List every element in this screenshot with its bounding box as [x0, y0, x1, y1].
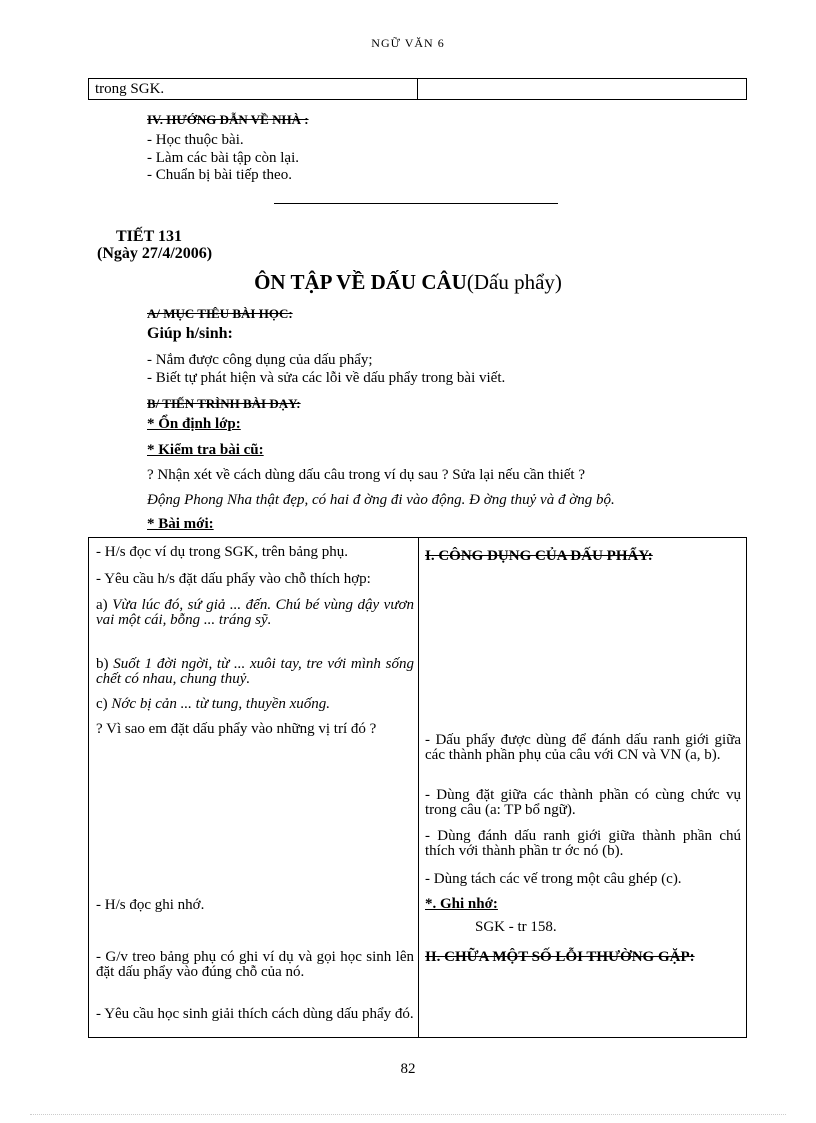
objective-item: - Nắm được công dụng của dấu phẩy;	[147, 352, 373, 368]
table-column-divider	[418, 538, 419, 1037]
homework-item: - Làm các bài tập còn lại.	[147, 150, 300, 166]
example-a-text: Vừa lúc đó, sứ giả ... đến. Chú bé vùng dậy vươn vai một cái, bỗng ... tráng sỹ.	[96, 597, 415, 628]
homework-heading: IV. HƯỚNG DẪN VỀ NHÀ :	[147, 112, 309, 127]
example-a-label: a)	[96, 597, 113, 613]
check-old-lesson: * Kiểm tra bài cũ:	[147, 442, 264, 458]
table-right-p3: - Dùng đánh dấu ranh giới giữa thành phần chú thích với thành phần tr ớc nó (b).	[425, 828, 741, 859]
example-b-text: Suốt 1 đời ngời, từ ... xuôi tay, tre với mình sống chết có nhau, chung thuỷ.	[96, 656, 414, 687]
process-heading: B/ TIẾN TRÌNH BÀI DẠY:	[147, 396, 301, 411]
table-right-heading-1: I. CÔNG DỤNG CỦA DẤU PHẨY:	[425, 548, 653, 564]
section-divider	[274, 203, 558, 204]
table-right-heading-2: II. CHỮA MỘT SỐ LỖI THƯỜNG GẶP:	[425, 949, 695, 965]
table-right-memo-heading: *. Ghi nhớ:	[425, 896, 498, 912]
example-b-label: b)	[96, 656, 114, 672]
lesson-title-main: ÔN TẬP VỀ DẤU CÂU	[254, 270, 467, 294]
top-table	[88, 78, 747, 100]
table-left-memo: - H/s đọc ghi nhớ.	[96, 897, 205, 913]
table-right-p2: - Dùng đặt giữa các thành phần có cùng chức vụ trong câu (a: TP bổ ngữ).	[425, 787, 741, 818]
example-c-text: Nớc bị cản ... từ tung, thuyền xuống.	[111, 696, 331, 712]
table-right-p4: - Dùng tách các vế trong một câu ghép (c).	[425, 871, 682, 887]
table-left-gv: - G/v treo bảng phụ có ghi ví dụ và gọi học sinh lên đặt dấu phẩy vào đúng chỗ của nó.	[96, 949, 414, 980]
homework-item: - Chuẩn bị bài tiếp theo.	[147, 167, 292, 183]
objectives-help: Giúp h/sinh:	[147, 325, 233, 342]
top-table-left-cell: trong SGK.	[89, 79, 418, 100]
table-left-explain: - Yêu cầu học sinh giải thích cách dùng dấu phẩy đó.	[96, 1006, 414, 1022]
lesson-number: TIẾT 131	[116, 228, 182, 245]
table-left-example-b	[96, 657, 414, 687]
lesson-date: (Ngày 27/4/2006)	[97, 245, 213, 262]
table-right-p1: - Dấu phẩy được dùng để đánh dấu ranh giới giữa các thành phần phụ của câu với CN và VN (a, b).	[425, 732, 741, 763]
lesson-title-sub: (Dấu phẩy)	[466, 270, 562, 294]
page-header: NGỮ VĂN 6	[371, 36, 445, 50]
stable-class: * Ổn định lớp:	[147, 416, 241, 432]
page-number: 82	[400, 1061, 416, 1077]
table-left-example-c	[96, 697, 414, 712]
page-bottom-edge	[30, 1114, 786, 1115]
objectives-heading: A/ MỤC TIÊU BÀI HỌC:	[147, 306, 293, 321]
homework-item: - Học thuộc bài.	[147, 132, 244, 148]
table-left-question: ? Vì sao em đặt dấu phẩy vào những vị trí đó ?	[96, 721, 377, 737]
new-lesson: * Bài mới:	[147, 516, 214, 532]
table-left-example-a	[96, 598, 414, 628]
objective-item: - Biết tự phát hiện và sửa các lỗi về dấu phẩy trong bài viết.	[147, 370, 506, 386]
table-right-memo-ref: SGK - tr 158.	[475, 919, 557, 935]
check-example: Động Phong Nha thật đẹp, có hai đ ờng đi vào động. Đ ờng thuỷ và đ ờng bộ.	[147, 492, 615, 508]
table-left-r1: - H/s đọc ví dụ trong SGK, trên bảng phụ.	[96, 544, 349, 560]
top-table-right-cell	[418, 79, 747, 100]
table-left-r2: - Yêu cầu h/s đặt dấu phẩy vào chỗ thích hợp:	[96, 571, 371, 587]
lesson-title	[0, 270, 816, 295]
example-c-label: c)	[96, 696, 112, 712]
check-question: ? Nhận xét về cách dùng dấu câu trong ví dụ sau ? Sửa lại nếu cần thiết ?	[147, 467, 585, 483]
